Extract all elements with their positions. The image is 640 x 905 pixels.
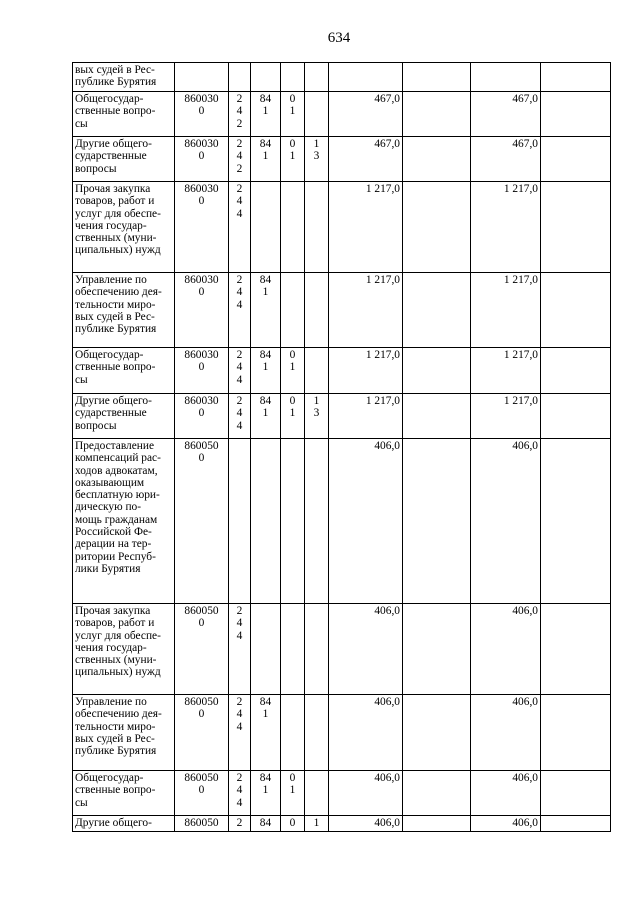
row-c2: 84 1 (251, 92, 281, 137)
budget-table (72, 62, 611, 832)
table-row (73, 182, 611, 273)
row-c3: 0 (281, 816, 305, 832)
row-c4 (305, 604, 329, 695)
row-c3 (281, 695, 305, 771)
row-empty-2 (541, 604, 611, 695)
row-c1: 2 4 4 (229, 771, 251, 816)
table-row (73, 348, 611, 394)
row-amount-2: 467,0 (471, 92, 541, 137)
row-amount-1: 1 217,0 (329, 182, 403, 273)
table-row (73, 604, 611, 695)
table-row (73, 63, 611, 92)
table-row (73, 771, 611, 816)
row-name: Общегосудар- ственные вопро- сы (73, 348, 175, 394)
row-code: 860050 0 (175, 439, 229, 604)
row-amount-1: 406,0 (329, 771, 403, 816)
row-code: 860050 (175, 816, 229, 832)
row-empty-1 (403, 137, 471, 182)
row-c4 (305, 92, 329, 137)
row-c1: 2 4 4 (229, 394, 251, 439)
row-c2: 84 1 (251, 137, 281, 182)
row-code (175, 63, 229, 92)
row-c1: 2 4 2 (229, 137, 251, 182)
row-name: Управление по обеспечению дея- тельности миро- вых судей в Рес- публике Бурятия (73, 695, 175, 771)
row-name: Управление по обеспечению дея- тельности миро- вых судей в Рес- публике Бурятия (73, 273, 175, 348)
row-empty-2 (541, 394, 611, 439)
row-c2: 84 1 (251, 695, 281, 771)
row-empty-1 (403, 695, 471, 771)
row-c3 (281, 604, 305, 695)
row-empty-2 (541, 816, 611, 832)
row-code: 860030 0 (175, 182, 229, 273)
row-empty-2 (541, 695, 611, 771)
row-c3 (281, 439, 305, 604)
row-name: Прочая закупка товаров, работ и услуг для обеспе- чения государ- ственных (муни- ципальных) нужд (73, 182, 175, 273)
row-c2: 84 1 (251, 348, 281, 394)
table-row (73, 273, 611, 348)
row-c2 (251, 439, 281, 604)
row-c3: 0 1 (281, 771, 305, 816)
row-c4: 1 3 (305, 137, 329, 182)
row-empty-2 (541, 182, 611, 273)
row-empty-1 (403, 273, 471, 348)
row-c1: 2 4 4 (229, 604, 251, 695)
row-name: Общегосудар- ственные вопро- сы (73, 92, 175, 137)
row-empty-1 (403, 816, 471, 832)
row-c2 (251, 604, 281, 695)
row-amount-2: 406,0 (471, 816, 541, 832)
row-amount-2: 467,0 (471, 137, 541, 182)
table-row (73, 92, 611, 137)
row-empty-2 (541, 348, 611, 394)
row-c1 (229, 63, 251, 92)
row-c2: 84 1 (251, 394, 281, 439)
row-c4: 1 3 (305, 394, 329, 439)
row-amount-1: 467,0 (329, 92, 403, 137)
row-empty-2 (541, 92, 611, 137)
row-c4 (305, 695, 329, 771)
row-c1: 2 4 4 (229, 348, 251, 394)
table-row (73, 439, 611, 604)
row-amount-1: 1 217,0 (329, 348, 403, 394)
table-row (73, 137, 611, 182)
row-amount-1: 467,0 (329, 137, 403, 182)
row-name: Другие общего- сударственные вопросы (73, 137, 175, 182)
row-name: вых судей в Рес- публике Бурятия (73, 63, 175, 92)
row-amount-1: 1 217,0 (329, 394, 403, 439)
row-code: 860030 0 (175, 92, 229, 137)
table-row (73, 816, 611, 832)
row-c4 (305, 182, 329, 273)
row-empty-1 (403, 63, 471, 92)
row-code: 860050 0 (175, 695, 229, 771)
row-amount-2: 406,0 (471, 604, 541, 695)
row-c2: 84 1 (251, 273, 281, 348)
row-c2 (251, 63, 281, 92)
row-c4 (305, 771, 329, 816)
row-code: 860030 0 (175, 137, 229, 182)
row-code: 860050 0 (175, 604, 229, 695)
row-c4 (305, 348, 329, 394)
row-c1: 2 (229, 816, 251, 832)
row-amount-2: 406,0 (471, 771, 541, 816)
row-code: 860030 0 (175, 348, 229, 394)
row-amount-1: 406,0 (329, 695, 403, 771)
row-c4 (305, 439, 329, 604)
row-amount-1: 406,0 (329, 816, 403, 832)
row-amount-1: 406,0 (329, 439, 403, 604)
row-c1 (229, 439, 251, 604)
row-code: 860030 0 (175, 394, 229, 439)
row-amount-2: 1 217,0 (471, 348, 541, 394)
row-empty-1 (403, 182, 471, 273)
row-amount-2: 406,0 (471, 695, 541, 771)
row-c3 (281, 273, 305, 348)
row-amount-1: 1 217,0 (329, 273, 403, 348)
row-amount-2 (471, 63, 541, 92)
row-c2: 84 (251, 816, 281, 832)
page-number: 634 (327, 30, 351, 46)
row-c3: 0 1 (281, 92, 305, 137)
row-empty-2 (541, 137, 611, 182)
row-name: Общегосудар- ственные вопро- сы (73, 771, 175, 816)
row-empty-1 (403, 394, 471, 439)
row-empty-1 (403, 771, 471, 816)
row-c3: 0 1 (281, 394, 305, 439)
row-c1: 2 4 2 (229, 92, 251, 137)
row-c4 (305, 63, 329, 92)
table-row (73, 695, 611, 771)
row-empty-2 (541, 273, 611, 348)
row-c3: 0 1 (281, 137, 305, 182)
row-c2 (251, 182, 281, 273)
row-amount-1 (329, 63, 403, 92)
row-amount-2: 1 217,0 (471, 182, 541, 273)
row-c1: 2 4 4 (229, 182, 251, 273)
row-amount-1: 406,0 (329, 604, 403, 695)
row-empty-1 (403, 439, 471, 604)
row-c4 (305, 273, 329, 348)
row-c4: 1 (305, 816, 329, 832)
row-code: 860030 0 (175, 273, 229, 348)
table-row (73, 394, 611, 439)
row-empty-2 (541, 63, 611, 92)
row-amount-2: 406,0 (471, 439, 541, 604)
row-c2: 84 1 (251, 771, 281, 816)
row-empty-1 (403, 604, 471, 695)
row-amount-2: 1 217,0 (471, 273, 541, 348)
row-code: 860050 0 (175, 771, 229, 816)
row-empty-2 (541, 771, 611, 816)
row-name: Другие общего- (73, 816, 175, 832)
row-name: Другие общего- сударственные вопросы (73, 394, 175, 439)
row-empty-1 (403, 348, 471, 394)
row-c1: 2 4 4 (229, 695, 251, 771)
row-empty-1 (403, 92, 471, 137)
row-c1: 2 4 4 (229, 273, 251, 348)
row-c3 (281, 63, 305, 92)
row-name: Предоставление компенсаций рас- ходов адвокатам, оказывающим бесплатную юри- дическую по- мощь гражданам Российской Фе- дерации на тер- ритории Респуб- лики Бурятия (73, 439, 175, 604)
row-name: Прочая закупка товаров, работ и услуг для обеспе- чения государ- ственных (муни- ципальных) нужд (73, 604, 175, 695)
row-c3 (281, 182, 305, 273)
row-empty-2 (541, 439, 611, 604)
row-amount-2: 1 217,0 (471, 394, 541, 439)
row-c3: 0 1 (281, 348, 305, 394)
